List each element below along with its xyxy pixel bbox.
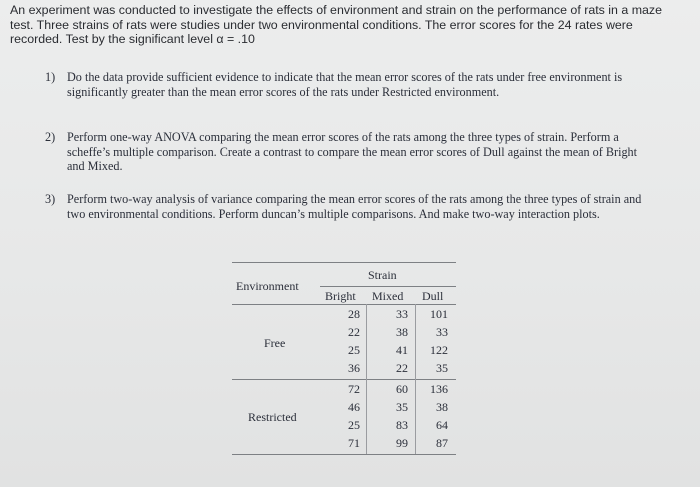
table-cell: 33 [436,325,448,339]
question-1 [45,70,645,99]
table-cell: 83 [396,418,408,432]
column-header-dull: Dull [422,289,444,303]
table-cell: 28 [348,307,360,321]
question-1-text: Do the data provide sufficient evidence to indicate that the mean error scores of the rats under free environment is significantly greater than the mean error scores of the rats under Restricted environment. [67,70,623,99]
table-cell: 41 [396,343,408,357]
table-cell: 38 [396,325,408,339]
group-label-free: Free [264,336,286,350]
table-cell: 87 [436,436,448,450]
table-cell: 64 [436,418,448,432]
table-cell: 71 [348,436,360,450]
table-cell: 46 [348,400,360,414]
environment-header: Environment [236,279,299,293]
question-2 [45,130,645,174]
table-cell: 25 [348,418,360,432]
strain-header: Strain [368,268,397,282]
table-top-rule [232,262,456,263]
question-2-number: 2) [45,130,56,144]
question-2-text: Perform one-way ANOVA comparing the mean error scores of the rats among the three types of strain. Perform a scheffe’s multiple comparison. Create a contrast to compare the mean error scores of Dull against the mean of Bright and Mixed. [67,130,638,174]
table-cell: 38 [436,400,448,414]
question-3-text: Perform two-way analysis of variance comparing the mean error scores of the rats among the three types of strain and two environmental conditions. Perform duncan’s multiple comparisons. And make two-way interaction plots. [67,192,642,221]
table-cell: 99 [396,436,408,450]
table-cell: 136 [430,382,448,396]
table-cell: 60 [396,382,408,396]
table-cell: 122 [430,343,448,357]
strain-underline [320,286,456,287]
table-bottom-rule [232,454,456,455]
table-cell: 33 [396,307,408,321]
question-1-number: 1) [45,70,56,84]
group-separator [232,379,456,380]
table-cell: 36 [348,361,360,375]
column-divider-2 [415,304,416,454]
header-rule [232,304,456,305]
table-cell: 35 [436,361,448,375]
table-cell: 22 [396,361,408,375]
data-table [232,262,456,458]
column-divider-1 [366,304,367,454]
table-cell: 35 [396,400,408,414]
question-3-number: 3) [45,192,56,206]
table-cell: 25 [348,343,360,357]
table-cell: 72 [348,382,360,396]
intro-paragraph: An experiment was conducted to investigate the effects of environment and strain on the performance of rats in a maze test. Three strains of rats were studies under two environmental conditions. The error scores for the 24 rates were recorded. Test by the significant level α = .10 [10,3,663,46]
column-header-mixed: Mixed [372,289,404,303]
question-3 [45,192,645,221]
table-cell: 22 [348,325,360,339]
group-label-restricted: Restricted [248,410,297,424]
table-cell: 101 [430,307,448,321]
column-header-bright: Bright [325,289,356,303]
